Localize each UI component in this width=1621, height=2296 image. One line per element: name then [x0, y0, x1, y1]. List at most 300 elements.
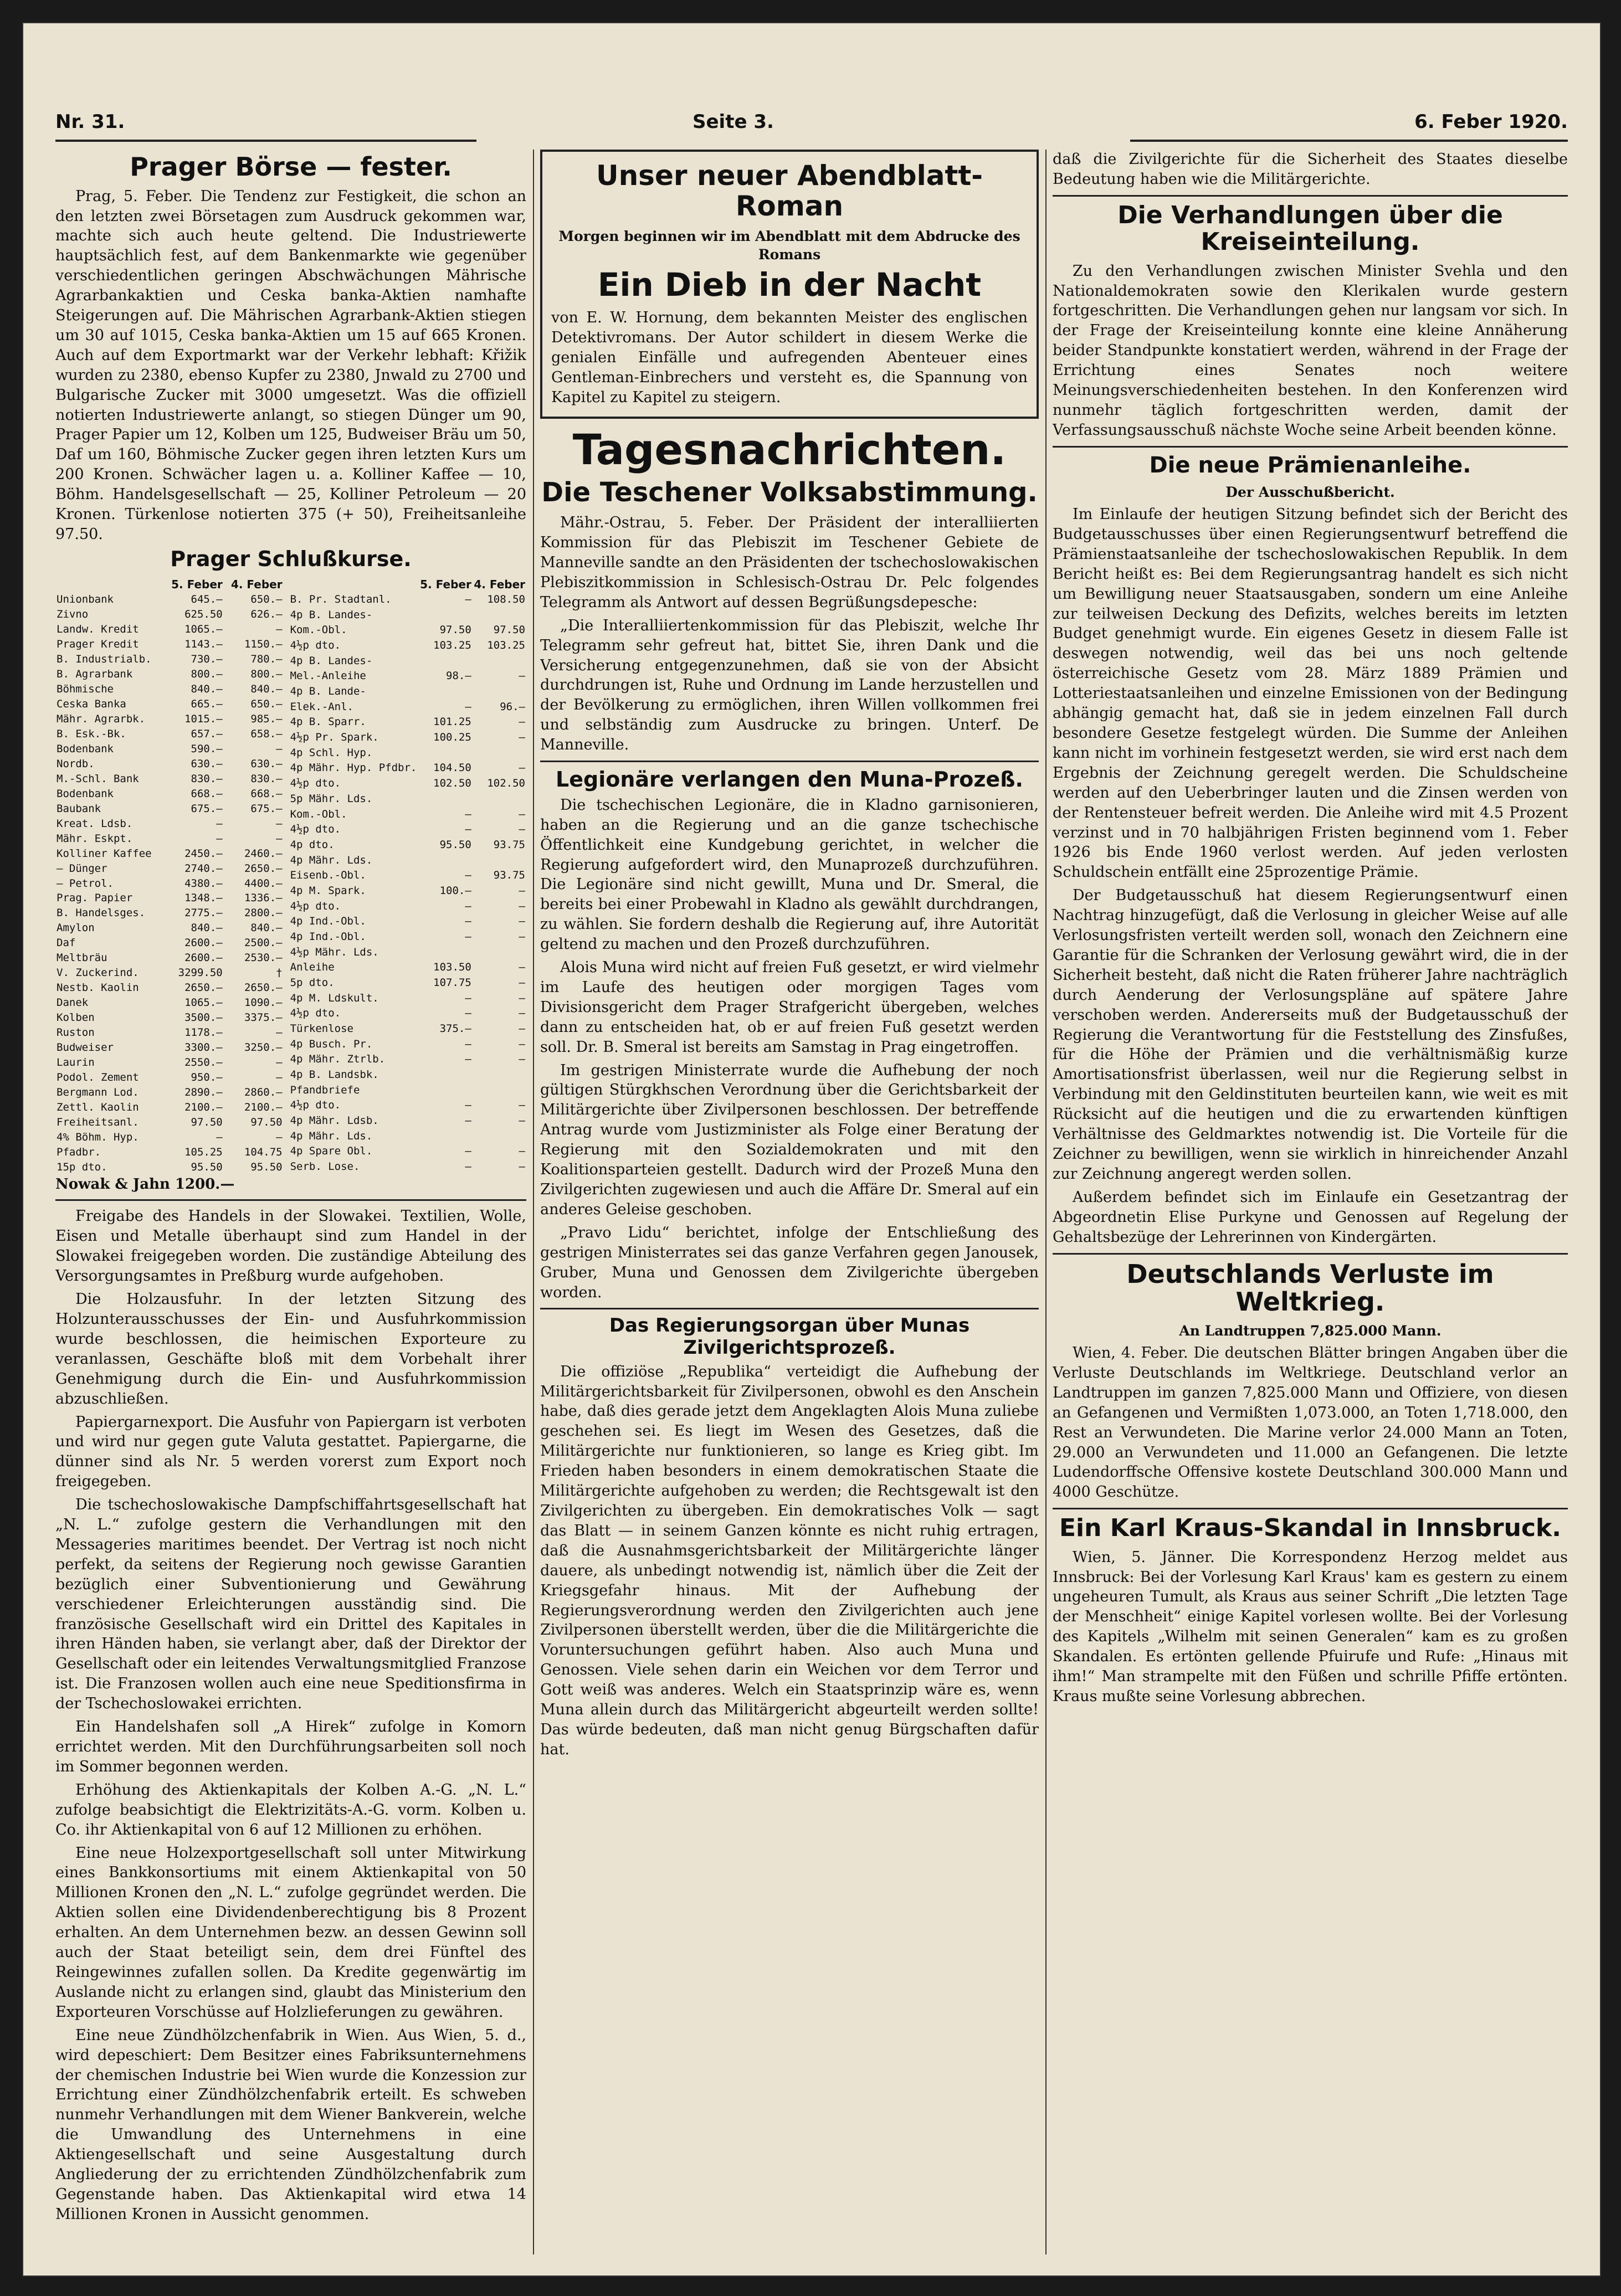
quote-row — [55, 861, 284, 876]
quote-value: 97.50 — [191, 1116, 223, 1128]
economic-note: Eine neue Zündhölzchenfabrik in Wien. Aus Wien, 5. d., wird depeschiert: Dem Besitzer eines Fabriksunternehmens der chemischen Industrie bei Wien wurde die Konzession zur Errichtung einer Zündhölzchenfabrik erteilt. Es schweben nunmehr Verhandlungen mit dem Wiener Bankverein, welche die Umwandlung des Unternehmens in eine Aktiengesellschaft und seine Ausgestaltung durch Angliederung der zu errichtenden Zündhölzchenfabrik zum Gegenstande haben. Das Aktienkapital wird etwa 14 Millionen Kronen in Aussicht genommen. — [55, 2026, 526, 2223]
quote-row — [289, 1052, 526, 1067]
quote-row — [55, 1055, 284, 1070]
quote-value — [473, 1067, 526, 1083]
quote-row — [289, 792, 526, 807]
quote-value: 2650.— — [184, 982, 223, 994]
quote-value — [419, 853, 473, 869]
quote-value: 675.— — [250, 802, 283, 815]
security-name: Pfandbriefe — [290, 1083, 360, 1096]
security-name: B. Esk.-Bk. — [57, 727, 126, 740]
regierungsorgan-text: Die offiziöse „Republika“ verteidigt die Aufhebung der Militärgerichtsbarkeit für Zivilpersonen, obwohl es den Anschein habe, daß dies gerade jetzt dem Angeklagten Alois Muna zuliebe geschehen sei. Es liegt im Wesen des Gesetzes, daß die Militärgerichte nur funktionieren, so lange es Krieg gibt. Im Frieden haben besonders in einem demokratischen Staate die Militärgerichte aufgehoben zu werden; die Rechtsgewalt ist den Zivilgerichten zu übergeben. Ein demokratisches Volk — sagt das Blatt — in seinem Ganzen könnte es nicht ruhig ertragen, daß die Ausnahmsgerichtsbarkeit der Militärgerichte länger dauere, als unbedingt notwendig ist, nämlich über die Zeit der Kriegsgefahr hinaus. Mit der Aufhebung der Regierungsverordnung werden den Zivilgerichten auch jene Zivilpersonen überstellt werden, über die die Militärgerichte die Voruntersuchungen geführt haben. Also auch Muna und Genossen. Viele sehen darin ein Weichen vor dem Terror und Gott weiß was anderes. Welch ein Staatsprinzip wäre es, wenn Muna allein durch das Militärgericht abgeurteilt werden sollte! Das würde bedeuten, daß man nicht genug Bürgschaften dafür hat. — [540, 1363, 1039, 1758]
legionaere-text-4: „Pravo Lidu“ berichtet, infolge der Entschließung des gestrigen Ministerrates sei das ganze Verfahren gegen Janousek, Gruber, Muna und Genossen dem Zivilgerichte übergeben worden. — [540, 1224, 1039, 1301]
praemien-text-1: Im Einlaufe der heutigen Sitzung befindet sich der Bericht des Budgetausschusses über einen Regierungsentwurf betreffend die Prämienstaatsanleihe der tschechoslowakischen Republik. In dem Bericht heißt es: Bei dem Regierungsantrag handelt es sich nicht um Bewilligung neuer Staatsausgaben, sondern um eine Anleihe zur teilweisen Deckung des Defizits, welches bereits im letzten Budget genehmigt wurde. Ein eigenes Gesetz in diesem Falle ist deswegen notwendig, weil das bei uns noch geltende österreichische Gesetz vom 28. März 1889 Prämien und Lotteriestaatsanleihen und einzelne Emissionen von der Bedingung abhängig gemacht hat, daß sie in jedem einzelnen Fall durch besondere Gesetze festgelegt würden. Die Summe der Anleihen kann nicht im vorhinein festgesetzt werden, sie wird erst nach dem Ergebnis der Zeichnung geregelt werden. Die Schuldscheine werden auf den Ueberbringer lauten und die Zinsen werden von der Rentensteuer befreit werden. Die Anleihe wird mit 4.5 Prozent verzinst und in 70 halbjährigen Fristen beginnend vom 1. Feber 1926 bis Ende 1960 verlost werden. Auf jeden verlosten Schuldschein entfällt eine 25prozentige Prämie. — [1053, 506, 1568, 881]
quote-value — [473, 945, 526, 960]
quote-row — [289, 1083, 526, 1098]
quote-value: 2860.— — [244, 1086, 283, 1099]
quote-row — [55, 846, 284, 861]
quote-value: 1150.— — [244, 638, 283, 650]
quote-value — [473, 1129, 526, 1144]
quote-value — [419, 1129, 473, 1144]
quote-row — [55, 831, 284, 846]
divider — [1053, 195, 1568, 197]
quote-row — [55, 682, 284, 697]
boerse-text: Prag, 5. Feber. Die Tendenz zur Festigkeit, die schon an den letzten zwei Börsetagen zum Ausdruck gekommen war, machte sich auch heute geltend. Die Industriewerte hauptsächlich fest, auf dem Bankenmarkte wie gegenüber verschiedentlichen geringen Abschwächungen Mährische Agrarbankaktien und Ceska banka-Aktien namhafte Steigerungen auf. Die Mährischen Agrarbank-Aktien stiegen um 30 auf 1015, Ceska banka-Aktien um 15 auf 665 Kronen. Auch auf dem Exportmarkt war der Verkehr lebhaft: Křižik wurden zu 2380, ebenso Kupfer zu 2380, Jnwald zu 2700 und Bulgarische Zucker mit 3000 umgesetzt. Was die offiziell notierten Industriewerte anlangt, so stiegen Dünger um 90, Prager Papier um 12, Kolben um 125, Budweiser Bräu um 50, Daf um 160, Böhmische Zucker gegen ihren letzten Kurs um 200 Kronen. Schwächer lagen u. a. Kolliner Kaffee — 10, Böhm. Handelsgesellschaft — 25, Kolliner Petroleum — 20 Kronen. Türkenlose notierten 375 (+ 50), Freiheitsanleihe 97.50. — [55, 187, 526, 543]
quote-value: 645.— — [191, 593, 223, 606]
quote-row — [289, 807, 526, 823]
quote-value — [473, 608, 526, 623]
quote-value: 2600.— — [184, 937, 223, 949]
security-name: Zivno — [57, 608, 89, 621]
quote-value — [473, 746, 526, 761]
quote-value: — — [216, 817, 223, 830]
quote-value: 102.50 — [433, 777, 471, 790]
quote-value: 1178.— — [184, 1026, 223, 1039]
security-name: Kolliner Kaffee — [57, 847, 152, 860]
quotes-table-right — [289, 577, 526, 1175]
quote-value: 96.— — [500, 700, 525, 713]
quote-row — [55, 876, 284, 891]
quote-row — [55, 1040, 284, 1055]
security-name: Pfadbr. — [57, 1146, 101, 1158]
quote-value: — — [519, 884, 525, 897]
quote-value: 630.— — [191, 757, 223, 770]
quote-row — [55, 1085, 284, 1100]
date-header: 5. Feber — [171, 577, 223, 591]
quote-value: — — [276, 1071, 283, 1084]
quote-value: 626.— — [250, 608, 283, 621]
quote-row — [289, 761, 526, 776]
quote-value: 1348.— — [184, 892, 223, 905]
quote-row — [289, 1159, 526, 1175]
quote-value: 668.— — [191, 787, 223, 800]
page-header — [55, 78, 1568, 133]
quote-value: 1065.— — [184, 997, 223, 1009]
quote-row — [55, 622, 284, 637]
legionaere-text-2: Alois Muna wird nicht auf freien Fuß gesetzt, er wird vielmehr im Laufe des heutigen oder morgigen Tages vom Divisionsgericht dem Prager Strafgericht übergeben, welches dann zu entscheiden hat, ob er auf freien Fuß gesetzt werden soll. Dr. B. Smeral ist bereits am Samstag in Prag eingetroffen. — [540, 959, 1039, 1056]
quote-value: 1336.— — [244, 892, 283, 905]
quote-value: — — [519, 930, 525, 943]
quote-value: — — [519, 961, 525, 974]
header-rule-right — [1130, 140, 1568, 142]
economic-note: Papiergarnexport. Die Ausfuhr von Papiergarn ist verboten und wird nur gegen gute Valuta gestattet. Papiergarne, die dünner sind als Nr. 5 werden vorerst zum Export noch freigegeben. — [55, 1413, 526, 1491]
quote-value: 103.25 — [433, 639, 471, 652]
quote-row — [289, 991, 526, 1006]
security-name: Daf — [57, 937, 76, 949]
roman-announcement — [540, 150, 1039, 419]
quote-value: 3375.— — [244, 1011, 283, 1024]
quote-row — [55, 667, 284, 682]
quote-value: — — [519, 1037, 525, 1050]
security-name: 4p M. Spark. — [290, 884, 366, 897]
security-name: Landw. Kredit — [57, 623, 139, 636]
date-header: 5. Feber — [420, 577, 471, 591]
economic-notes — [55, 1206, 526, 2224]
quote-row — [289, 684, 526, 700]
security-name: Serb. Lose. — [290, 1160, 360, 1173]
security-name: 4½p Pr. Spark. — [290, 731, 379, 744]
quote-value: — — [465, 1037, 471, 1050]
quote-value: 2530.— — [244, 952, 283, 964]
quote-value: 780.— — [250, 653, 283, 665]
quote-row — [289, 868, 526, 884]
continued-text: daß die Zivilgerichte für die Sicherheit des Staates dieselbe Bedeutung haben wie die Militärgerichte. — [1053, 151, 1568, 188]
praemien-subtitle: Der Ausschußbericht. — [1225, 484, 1395, 500]
divider — [1053, 446, 1568, 448]
security-name: Freiheitsanl. — [57, 1116, 139, 1128]
security-name: Mähr. Agrarbk. — [57, 712, 146, 725]
quote-value: — — [216, 1131, 223, 1143]
security-name: 4p Ind.-Obl. — [290, 930, 366, 943]
quote-value: — — [276, 832, 283, 845]
quote-value: 830.— — [250, 772, 283, 785]
roman-name: Ein Dieb in der Nacht — [597, 265, 982, 304]
quote-value: 840.— — [191, 682, 223, 695]
legionaere-text-1: Die tschechischen Legionäre, die in Kladno garnisonieren, haben an die Regierung und an die ganze tschechische Öffentlichkeit eine Kundgebung gerichtet, in welcher die Regierung aufgefordert wird, den Munaprozeß durchzuführen. Die Legionäre sind nicht gewillt, Muna und Dr. Smeral, die bereits bei einer Probewahl in Kladno als gewählt durchdrangen, zu wählen. Sie fordern deshalb die Regierung auf, ihre Autorität geltend zu machen und den Prozeß durchzuführen. — [540, 796, 1039, 953]
roman-intro: Morgen beginnen wir im Abendblatt mit dem Abdrucke des Romans — [558, 228, 1020, 263]
quote-value: — — [519, 670, 525, 682]
quote-value: — — [465, 700, 471, 713]
security-name: — Petrol. — [57, 877, 114, 890]
quote-value: — — [465, 1053, 471, 1066]
quote-value: — — [465, 930, 471, 943]
quote-value: 97.50 — [439, 624, 471, 636]
quote-value: — — [465, 823, 471, 836]
quote-value: — — [276, 1131, 283, 1143]
quote-row — [55, 712, 284, 727]
quote-row — [289, 669, 526, 684]
quote-value: — — [216, 832, 223, 845]
divider — [540, 1308, 1039, 1309]
quote-value: — — [519, 1007, 525, 1020]
quote-row — [55, 980, 284, 995]
quote-row — [289, 1067, 526, 1083]
quote-value: — — [465, 1007, 471, 1020]
quote-value: — — [465, 915, 471, 928]
quote-value: — — [465, 869, 471, 882]
weltkrieg-subtitle: An Landtruppen 7,825.000 Mann. — [1179, 1322, 1442, 1339]
quote-row — [289, 623, 526, 638]
quote-value: 93.75 — [493, 838, 525, 851]
quote-value: 93.75 — [493, 869, 525, 882]
security-name: Elek.-Anl. — [290, 700, 353, 713]
roman-headline: Unser neuer Abendblatt-Roman — [596, 160, 983, 222]
quote-value: — — [519, 1022, 525, 1035]
quotes-table-left — [55, 577, 284, 1175]
quote-value: 3500.— — [184, 1011, 223, 1024]
tagesnachrichten-headline: Tagesnachrichten. — [572, 424, 1007, 474]
security-name: B. Handelsges. — [57, 907, 146, 920]
quote-row — [55, 1160, 284, 1175]
security-name: Unionbank — [57, 593, 114, 606]
quote-value: 1065.— — [184, 623, 223, 636]
quote-value: 985.— — [250, 712, 283, 725]
quote-value — [473, 684, 526, 700]
teschen-telegram: „Die Interalliiertenkommission für das Plebiszit, welche Ihr Telegramm sehr gefreut hat, bittet Sie, ihren Dank und die Versicherung entgegenzunehmen, daß sie von der Absicht durchdrungen ist, Ruhe und Ordnung im Lande herzustellen und der Bevölkerung zu ermöglichen, ihren Willen vollkommen frei und selbständig zum Ausdrucke zu bringen. Unterf. De Manneville. — [540, 617, 1039, 754]
quote-value: — — [276, 817, 283, 830]
security-name: Laurin — [57, 1056, 95, 1069]
quote-value: 2550.— — [184, 1056, 223, 1069]
quote-value: 3299.50 — [178, 967, 223, 979]
security-name: Bodenbank — [57, 742, 114, 755]
quote-row — [55, 637, 284, 652]
column-3 — [1053, 150, 1568, 2254]
quote-row — [55, 592, 284, 607]
quote-value: 97.50 — [250, 1116, 283, 1128]
quote-value: 950.— — [191, 1071, 223, 1084]
economic-note: Eine neue Holzexportgesellschaft soll unter Mitwirkung eines Bankkonsortiums mit einem Aktienkapital von 50 Millionen Kronen den „N. L.“ zufolge gegründet werden. Die Aktien sollen eine Dividendenberechtigung bis 8 Prozent erhalten. An dem Unternehmen bezw. an dessen Gewinn soll auch der Staat beteiligt sein, dem drei Fünftel des Reingewinnes zufallen sollen. Da Kredite gegenwärtig im Auslande nicht zu erlangen sind, glaubt das Ministerium den Exporteuren Vorschüsse auf Holzlieferungen zu gewähren. — [55, 1844, 526, 2021]
security-name: Podol. Zement — [57, 1071, 139, 1084]
economic-note: Ein Handelshafen soll „A Hirek“ zufolge in Komorn errichtet werden. Mit den Durchführungsarbeiten soll noch im Sommer begonnen werden. — [55, 1718, 526, 1775]
quote-value: 830.— — [191, 772, 223, 785]
quote-row — [289, 1144, 526, 1159]
quote-value — [419, 1067, 473, 1083]
quote-row — [289, 654, 526, 669]
praemien-text-2: Der Budgetausschuß hat diesem Regierungsentwurf einen Nachtrag hinzugefügt, daß die Verlosung in gleicher Weise auf alle Verlosungsfristen verteilt werden soll, wonach den Zeichnern eine Garantie für die Schranken der Verlosung gewährt wird, die in der Sicherheit besteht, daß nicht die Raten früherer Jahre nachträglich durch Aenderung der Verlosungspläne auf spätere Jahre verschoben werden. Andererseits muß der Budgetausschuß der Regierung die Verantwortung für die Feststellung des Zinsfußes, für die Höhe der Prämien und die verhältnismäßig kurze Amortisationsfrist überlassen, weil nur die Regierung selbst in Verbindung mit den Geldinstituten beurteilen kann, wie weit es mit Rücksicht auf die heutigen und die zu erwartenden künftigen Verhältnisse des Geldmarktes notwendig ist. Die Vorteile für die Zeichner zu bewilligen, wenn sie wirklich in hinreichender Anzahl zur Zeichnung angeregt werden sollen. — [1053, 887, 1568, 1183]
quote-value: — — [465, 992, 471, 1004]
quote-value: 665.— — [191, 697, 223, 710]
security-name: 4p Ind.-Obl. — [290, 915, 366, 928]
quote-value: 1090.— — [244, 997, 283, 1009]
quote-row — [55, 1145, 284, 1160]
quote-row — [289, 899, 526, 915]
quote-value: 108.50 — [487, 593, 525, 606]
quote-value: 650.— — [250, 593, 283, 606]
quote-value: 104.75 — [244, 1146, 283, 1158]
quote-value: — — [519, 915, 525, 928]
quote-value: — — [519, 716, 525, 728]
quote-row — [289, 1129, 526, 1144]
quote-row — [55, 891, 284, 906]
quote-row — [289, 1021, 526, 1037]
quote-row — [55, 995, 284, 1010]
security-name: 4p M. Ldskult. — [290, 992, 379, 1004]
security-name: 4½p dto. — [290, 777, 341, 790]
quote-value: — — [465, 900, 471, 912]
quote-value: — — [519, 1114, 525, 1127]
quote-value: 95.50 — [250, 1160, 283, 1173]
roman-text: von E. W. Hornung, dem bekannten Meister des englischen Detektivromans. Der Autor schildert in diesem Werke die genialen Einfälle und aufregenden Abenteuer eines Gentleman-Einbrechers und versteht es, die Spannung von Kapitel zu Kapitel zu steigern. — [551, 309, 1028, 406]
security-name: 4p Mähr. Lds. — [290, 854, 373, 866]
quote-value: 2740.— — [184, 862, 223, 875]
quote-row — [289, 929, 526, 945]
quote-value: 650.— — [250, 697, 283, 710]
quote-value: — — [465, 1114, 471, 1127]
quote-value — [419, 746, 473, 761]
quote-value: — — [519, 1160, 525, 1173]
issue-number: Nr. 31. — [55, 111, 125, 133]
quote-row — [289, 975, 526, 991]
quote-value: — — [519, 1099, 525, 1112]
security-name: Amylon — [57, 922, 95, 934]
quote-value: 2890.— — [184, 1086, 223, 1099]
quote-value: 730.— — [191, 653, 223, 665]
quote-row — [289, 746, 526, 761]
quote-value: 2650.— — [244, 982, 283, 994]
security-name: Bodenbank — [57, 787, 114, 800]
quote-row — [55, 965, 284, 980]
quote-value: 100.— — [439, 884, 471, 897]
security-name: 4% Böhm. Hyp. — [57, 1131, 139, 1143]
security-name: 4½p dto. — [290, 639, 341, 652]
quote-row — [55, 1100, 284, 1115]
weltkrieg-text: Wien, 4. Feber. Die deutschen Blätter bringen Angaben über die Verluste Deutschlands im Weltkriege. Deutschland verlor an Landtruppen im ganzen 7,825.000 Mann und Offiziere, von diesen an Gefangenen und Vermißten 1,073.000, an Toten 1,718.000, den Rest an Verwundeten. Die Marine verlor 24.000 Mann an Toten, 29.000 an Verwundeten und 11.000 an Gefangenen. Die letzte Ludendorffsche Offensive kostete Deutschland 300.000 Mann und 4000 Geschütze. — [1053, 1344, 1568, 1501]
quote-row — [55, 787, 284, 802]
quote-row — [289, 592, 526, 608]
security-name: Türkenlose — [290, 1022, 353, 1035]
quote-value: 4380.— — [184, 877, 223, 890]
column-2 — [540, 150, 1039, 2254]
quote-value: — — [276, 742, 283, 755]
security-name: Kreat. Ldsb. — [57, 817, 133, 830]
quote-row — [55, 652, 284, 667]
security-name: Danek — [57, 997, 89, 1009]
security-name: Zettl. Kaolin — [57, 1101, 139, 1114]
quote-value: — — [519, 976, 525, 989]
kraus-text: Wien, 5. Jänner. Die Korrespondenz Herzog meldet aus Innsbruck: Bei der Vorlesung Karl Kraus' kam es gestern zu einem ungeheuren Tumult, als Kraus aus seiner Schrift „Die letzten Tage der Menschheit“ einige Kapitel vorlesen wollte. Bei der Vorlesung des Kapitels „Wilhelm mit seinen Generalen“ kam es zu großen Skandalen. Es ertönten gellende Pfuirufe und Rufe: „Hinaus mit ihm!“ Man strampelte mit den Füßen und schrille Pfiffe ertönten. Kraus mußte seine Vorlesung abbrechen. — [1053, 1548, 1568, 1705]
security-name: 4p Busch. Pr. — [290, 1037, 373, 1050]
quote-value: 105.25 — [184, 1146, 223, 1158]
security-name: 4½p dto. — [290, 1007, 341, 1020]
divider — [55, 1199, 526, 1201]
security-name: Prag. Papier — [57, 892, 133, 905]
security-name: Mel.-Anleihe — [290, 670, 366, 682]
security-name: B. Industrialb. — [57, 653, 152, 665]
quote-row — [289, 945, 526, 960]
quote-value — [419, 1083, 473, 1098]
quote-value: 2100.— — [184, 1101, 223, 1114]
quote-value: 3300.— — [184, 1041, 223, 1054]
economic-note: Die Holzausfuhr. In der letzten Sitzung des Holzunterausschusses der Ein- und Ausfuhrkommission wurde beschlossen, die heimischen Exporteure zu veranlassen, Geschäfte bloß mit dem Vorbehalt ihrer Genehmigung durch die Ein- und Ausfuhrkommission abzuschließen. — [55, 1291, 526, 1408]
security-name: 4p Mähr. Lds. — [290, 1129, 373, 1142]
divider — [1053, 1508, 1568, 1509]
date-header: 4. Feber — [230, 577, 283, 591]
quote-value: 630.— — [250, 757, 283, 770]
quote-value: 100.25 — [433, 731, 471, 744]
quote-value: 104.50 — [433, 762, 471, 774]
quote-value: — — [519, 731, 525, 744]
quote-value: — — [465, 1145, 471, 1158]
security-name: 4p Mähr. Ztrlb. — [290, 1053, 386, 1066]
quote-row — [55, 772, 284, 787]
quote-row — [55, 816, 284, 831]
quote-value: 1015.— — [184, 712, 223, 725]
kurse-headline: Prager Schlußkurse. — [170, 546, 412, 571]
quote-row — [289, 838, 526, 853]
boerse-headline: Prager Börse — fester. — [130, 152, 452, 182]
quote-row — [289, 822, 526, 838]
quote-row — [55, 697, 284, 712]
security-name: Ruston — [57, 1026, 95, 1039]
teschen-headline: Die Teschener Volksabstimmung. — [541, 477, 1038, 508]
security-name: — Dünger — [57, 862, 107, 875]
quote-value: — — [519, 900, 525, 912]
security-name: Meltbräu — [57, 952, 107, 964]
quote-value: 107.75 — [433, 976, 471, 989]
security-name: 5p dto. — [290, 976, 335, 989]
security-name: 4p B. Sparr. — [290, 716, 366, 728]
security-name: Mähr. Eskpt. — [57, 832, 133, 845]
quote-row — [55, 1115, 284, 1130]
security-name: 4p B. Landsbk. — [290, 1068, 379, 1081]
quote-value: 840.— — [250, 682, 283, 695]
quote-value: 102.50 — [487, 777, 525, 790]
security-name: Budweiser — [57, 1041, 114, 1054]
teschen-text: Mähr.-Ostrau, 5. Feber. Der Präsident der interalliierten Kommission für das Plebiszit im Teschener Gebiete de Manneville sandte an den Präsidenten der tschechoslowakischen Plebiszitkommission in Schlesisch-Ostrau Dr. Pelc folgendes Telegramm als Antwort auf dessen Begrüßungsdepesche: — [540, 514, 1039, 611]
header-rule-left — [55, 140, 476, 142]
quote-value: — — [519, 808, 525, 820]
quote-row — [289, 715, 526, 730]
quote-row — [55, 906, 284, 921]
quote-value: 95.50 — [439, 838, 471, 851]
quote-value: — — [465, 808, 471, 820]
economic-note: Die tschechoslowakische Dampfschiffahrtsgesellschaft hat „N. L.“ zufolge gestern die Verhandlungen mit den Messageries maritimes beendet. Der Vertrag ist noch nicht perfekt, da seitens der Regierung noch gewisse Garantien bezüglich einer Subventionierung und Gewährung verschiedener Erleichterungen ausständig sind. Die französische Gesellschaft wird ein Drittel des Kapitales in ihren Händen haben, sie verlangt aber, daß der Direktor der Gesellschaft oder ein leitendes Verwaltungsmitglied Franzose ist. Die Franzosen wollen auch eine neue Speditionsfirma in der Tschechoslowakei errichten. — [55, 1496, 526, 1713]
quote-value: 2450.— — [184, 847, 223, 860]
quote-value: † — [276, 967, 283, 979]
legionaere-text-3: Im gestrigen Ministerrate wurde die Aufhebung der noch gültigen Stürgkhschen Verordnung über die Gerichtsbarkeit der Militärgerichte über Zivilpersonen beschlossen. Der betreffende Antrag wurde vom Justizminister als Folge einer Beratung der Regierung mit den Sozialdemokraten und mit den Koalitionsparteien gestellt. Dadurch wird der Prozeß Muna den Zivilgerichten zugewiesen und auch die Affäre Dr. Smeral auf ein anderes Geleise geschoben. — [540, 1061, 1039, 1218]
security-name: Anleihe — [290, 961, 335, 974]
quote-value: 658.— — [250, 727, 283, 740]
security-name: Prager Kredit — [57, 638, 139, 650]
quote-value — [419, 654, 473, 669]
quote-value: — — [465, 593, 471, 606]
economic-note: Erhöhung des Aktienkapitals der Kolben A.-G. „N. L.“ zufolge beabsichtigt die Elektrizitäts-A.-G. vorm. Kolben u. Co. ihr Aktienkapital von 6 auf 12 Millionen zu erhöhen. — [55, 1781, 526, 1838]
security-name: 5p Mähr. Lds. — [290, 792, 373, 805]
quote-value: — — [519, 762, 525, 774]
quote-value: 103.50 — [433, 961, 471, 974]
quote-value: 1143.— — [184, 638, 223, 650]
security-name: Bergmann Lod. — [57, 1086, 139, 1099]
quote-value: — — [465, 1099, 471, 1112]
quote-value: 625.50 — [184, 608, 223, 621]
quote-value: — — [276, 1056, 283, 1069]
quote-value: 590.— — [191, 742, 223, 755]
kreis-headline: Die Verhandlungen über die Kreiseinteilung. — [1117, 201, 1503, 256]
security-name: Eisenb.-Obl. — [290, 869, 366, 882]
quote-value: 103.25 — [487, 639, 525, 652]
quote-value — [473, 1083, 526, 1098]
quote-row — [55, 1130, 284, 1145]
quote-value: — — [519, 992, 525, 1004]
quote-row — [55, 727, 284, 742]
security-name: 15p dto. — [57, 1160, 107, 1173]
security-name: Kolben — [57, 1011, 95, 1024]
quote-value: — — [276, 623, 283, 636]
quote-value: 4400.— — [244, 877, 283, 890]
quote-row — [289, 1113, 526, 1129]
economic-note: Freigabe des Handels in der Slowakei. Textilien, Wolle, Eisen und Metalle überhaupt sind zum Handel in der Slowakei freigegeben worden. Die zuständige Abteilung des Versorgungsamtes in Preßburg wurde aufgehoben. — [55, 1208, 526, 1285]
security-name: 4p B. Landes- — [290, 608, 373, 621]
quote-value: 840.— — [191, 922, 223, 934]
security-name: 4½p dto. — [290, 900, 341, 912]
quote-value: 3250.— — [244, 1041, 283, 1054]
quote-value — [419, 945, 473, 960]
quote-value: 95.50 — [191, 1160, 223, 1173]
security-name: Nestb. Kaolin — [57, 982, 139, 994]
quote-row — [55, 936, 284, 951]
security-name: B. Pr. Stadtanl. — [290, 593, 392, 606]
quote-row — [289, 608, 526, 623]
security-name: 4p Mähr. Hyp. Pfdbr. — [290, 762, 417, 774]
quote-row — [289, 853, 526, 869]
quote-value: 800.— — [250, 667, 283, 680]
quote-row — [289, 730, 526, 746]
divider — [1053, 1253, 1568, 1255]
quote-row — [289, 700, 526, 715]
quote-value: — — [519, 823, 525, 836]
quote-value: 2500.— — [244, 937, 283, 949]
quote-value: — — [276, 1026, 283, 1039]
